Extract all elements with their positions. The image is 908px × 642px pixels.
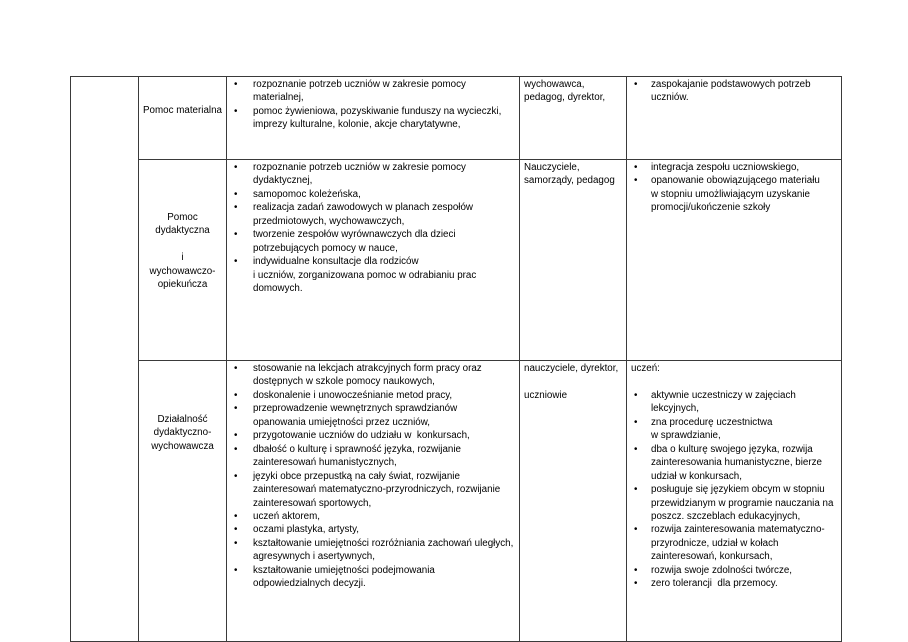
action-item: • tworzenie zespołów wyrównawczych dla dzieci potrzebujących pomocy w nauce, bbox=[227, 228, 519, 255]
area-name: Działalność dydaktyczno- wychowawcza bbox=[151, 414, 214, 452]
effects-list bbox=[627, 389, 841, 591]
effects-cell bbox=[627, 77, 842, 160]
effects-cell bbox=[627, 160, 842, 361]
table-row bbox=[71, 77, 842, 160]
area-cell bbox=[139, 160, 227, 361]
actions-list bbox=[227, 78, 519, 132]
actions-cell bbox=[227, 361, 520, 642]
responsible-cell bbox=[520, 361, 627, 642]
area-name: Pomoc dydaktyczna i wychowawczo- opiekuńcza bbox=[149, 212, 216, 291]
effect-item: • zero tolerancji dla przemocy. bbox=[627, 577, 841, 590]
responsible-text: nauczyciele, dyrektor, uczniowie bbox=[524, 363, 619, 401]
effects-list bbox=[627, 78, 841, 105]
effects-list bbox=[627, 161, 841, 215]
action-item: • indywidualne konsultacje dla rodziców i uczniów, zorganizowana pomoc w odrabianiu prac domowych. bbox=[227, 255, 519, 295]
area-cell bbox=[139, 77, 227, 160]
responsible-text: Nauczyciele, samorządy, pedagog bbox=[524, 162, 615, 187]
table-row bbox=[71, 160, 842, 361]
responsible-cell bbox=[520, 160, 627, 361]
effect-item: • zaspokajanie podstawowych potrzeb uczniów. bbox=[627, 78, 841, 105]
blank-column-cell bbox=[71, 77, 139, 642]
action-item: • przeprowadzenie wewnętrznych sprawdzianów opanowania umiejętności przez uczniów, bbox=[227, 402, 519, 429]
action-item: • kształtowanie umiejętności rozróżniania zachowań uległych, agresywnych i asertywnych, bbox=[227, 537, 519, 564]
responsible-cell bbox=[520, 77, 627, 160]
action-item: • przygotowanie uczniów do udziału w konkursach, bbox=[227, 429, 519, 442]
table-row bbox=[71, 361, 842, 642]
actions-list bbox=[227, 362, 519, 591]
action-item: • doskonalenie i unowocześnianie metod pracy, bbox=[227, 389, 519, 402]
blank-line bbox=[627, 375, 841, 388]
action-item: • samopomoc koleżeńska, bbox=[227, 188, 519, 201]
effect-item: • aktywnie uczestniczy w zajęciach lekcyjnych, bbox=[627, 389, 841, 416]
actions-cell bbox=[227, 160, 520, 361]
effect-item: • posługuje się językiem obcym w stopniu przewidzianym w programie nauczania na poszcz. szczeblach edukacyjnych, bbox=[627, 483, 841, 523]
action-item: • dbałość o kulturę i sprawność języka, rozwijanie zainteresowań humanistycznych, bbox=[227, 443, 519, 470]
effect-item: • opanowanie obowiązującego materiału w stopniu umożliwiającym uzyskanie promocji/ukończenie szkoły bbox=[627, 174, 841, 214]
effect-item: • rozwija swoje zdolności twórcze, bbox=[627, 564, 841, 577]
responsible-text: wychowawca, pedagog, dyrektor, bbox=[524, 79, 606, 104]
area-cell bbox=[139, 361, 227, 642]
effect-item: • dba o kulturę swojego języka, rozwija zainteresowania humanistyczne, bierze udział w konkursach, bbox=[627, 443, 841, 483]
action-item: • rozpoznanie potrzeb uczniów w zakresie pomocy materialnej, bbox=[227, 78, 519, 105]
actions-list bbox=[227, 161, 519, 296]
effect-item: • integracja zespołu uczniowskiego, bbox=[627, 161, 841, 174]
action-item: • stosowanie na lekcjach atrakcyjnych form pracy oraz dostępnych w szkole pomocy naukowych, bbox=[227, 362, 519, 389]
action-item: • rozpoznanie potrzeb uczniów w zakresie pomocy dydaktycznej, bbox=[227, 161, 519, 188]
action-item: • języki obce przepustką na cały świat, rozwijanie zainteresowań matematyczno-przyrodniczych, rozwijanie zainteresowań sportowych, bbox=[227, 470, 519, 510]
actions-cell bbox=[227, 77, 520, 160]
action-item: • oczami plastyka, artysty, bbox=[227, 523, 519, 536]
effects-cell bbox=[627, 361, 842, 642]
effect-item: • zna procedurę uczestnictwa w sprawdzianie, bbox=[627, 416, 841, 443]
plan-table bbox=[70, 76, 842, 642]
action-item: • uczeń aktorem, bbox=[227, 510, 519, 523]
action-item: • pomoc żywieniowa, pozyskiwanie funduszy na wycieczki, imprezy kulturalne, kolonie, akcje charytatywne, bbox=[227, 105, 519, 132]
action-item: • realizacja zadań zawodowych w planach zespołów przedmiotowych, wychowawczych, bbox=[227, 201, 519, 228]
effects-intro: uczeń: bbox=[631, 363, 660, 374]
action-item: • kształtowanie umiejętności podejmowania odpowiedzialnych decyzji. bbox=[227, 564, 519, 591]
area-name: Pomoc materialna bbox=[143, 105, 222, 116]
effect-item: • rozwija zainteresowania matematyczno- przyrodnicze, udział w kołach zainteresowań, konkursach, bbox=[627, 523, 841, 563]
